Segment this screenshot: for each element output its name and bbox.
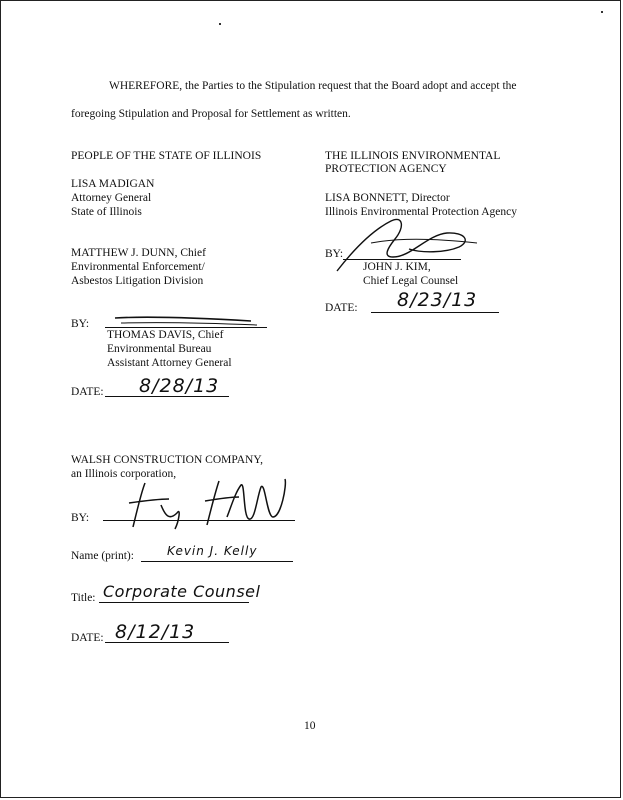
- walsh-title-value: Corporate Counsel: [103, 582, 261, 601]
- right-director-name: LISA BONNETT, Director: [325, 192, 450, 204]
- walsh-corp-type: an Illinois corporation,: [71, 468, 177, 480]
- walsh-name-value: Kevin J. Kelly: [167, 544, 258, 558]
- walsh-date-label: DATE:: [71, 632, 104, 644]
- walsh-company-name: WALSH CONSTRUCTION COMPANY,: [71, 454, 264, 466]
- left-signer-name: THOMAS DAVIS, Chief: [107, 329, 224, 341]
- left-signer-title: Assistant Attorney General: [107, 357, 232, 369]
- left-signer-bureau: Environmental Bureau: [107, 343, 212, 355]
- right-date-line: [371, 312, 499, 313]
- walsh-title-line: [99, 602, 249, 603]
- walsh-name-line: [141, 561, 293, 562]
- left-attorney-state: State of Illinois: [71, 206, 142, 218]
- scan-speck: [601, 11, 603, 13]
- right-agency-heading-2: PROTECTION AGENCY: [325, 163, 447, 175]
- scan-speck: [219, 23, 221, 25]
- right-date-label: DATE:: [325, 302, 358, 314]
- left-attorney-name: LISA MADIGAN: [71, 178, 155, 190]
- walsh-title-label: Title:: [71, 592, 96, 604]
- walsh-name-label: Name (print):: [71, 550, 134, 562]
- walsh-date-value: 8/12/13: [115, 621, 196, 643]
- right-signer-title: Chief Legal Counsel: [363, 275, 459, 287]
- left-chief-name: MATTHEW J. DUNN, Chief: [71, 247, 206, 259]
- right-date-value: 8/23/13: [397, 289, 478, 311]
- paragraph-line-1: WHEREFORE, the Parties to the Stipulation request that the Board adopt and accept the: [109, 80, 517, 92]
- walsh-by-label: BY:: [71, 512, 90, 524]
- left-chief-division-1: Environmental Enforcement/: [71, 261, 205, 273]
- left-chief-division-2: Asbestos Litigation Division: [71, 275, 204, 287]
- paragraph-line-2: foregoing Stipulation and Proposal for Settlement as written.: [71, 108, 351, 120]
- left-date-label: DATE:: [71, 386, 104, 398]
- right-director-org: Illinois Environmental Protection Agency: [325, 206, 517, 218]
- walsh-signature: [121, 477, 291, 531]
- right-by-label: BY:: [325, 248, 344, 260]
- right-signer-name: JOHN J. KIM,: [363, 261, 431, 273]
- left-by-label: BY:: [71, 318, 90, 330]
- left-date-value: 8/28/13: [139, 375, 220, 397]
- left-signature: [111, 309, 261, 329]
- right-agency-heading-1: THE ILLINOIS ENVIRONMENTAL: [325, 150, 501, 162]
- page-number: 10: [304, 720, 316, 732]
- left-attorney-title: Attorney General: [71, 192, 152, 204]
- left-party-heading: PEOPLE OF THE STATE OF ILLINOIS: [71, 150, 262, 162]
